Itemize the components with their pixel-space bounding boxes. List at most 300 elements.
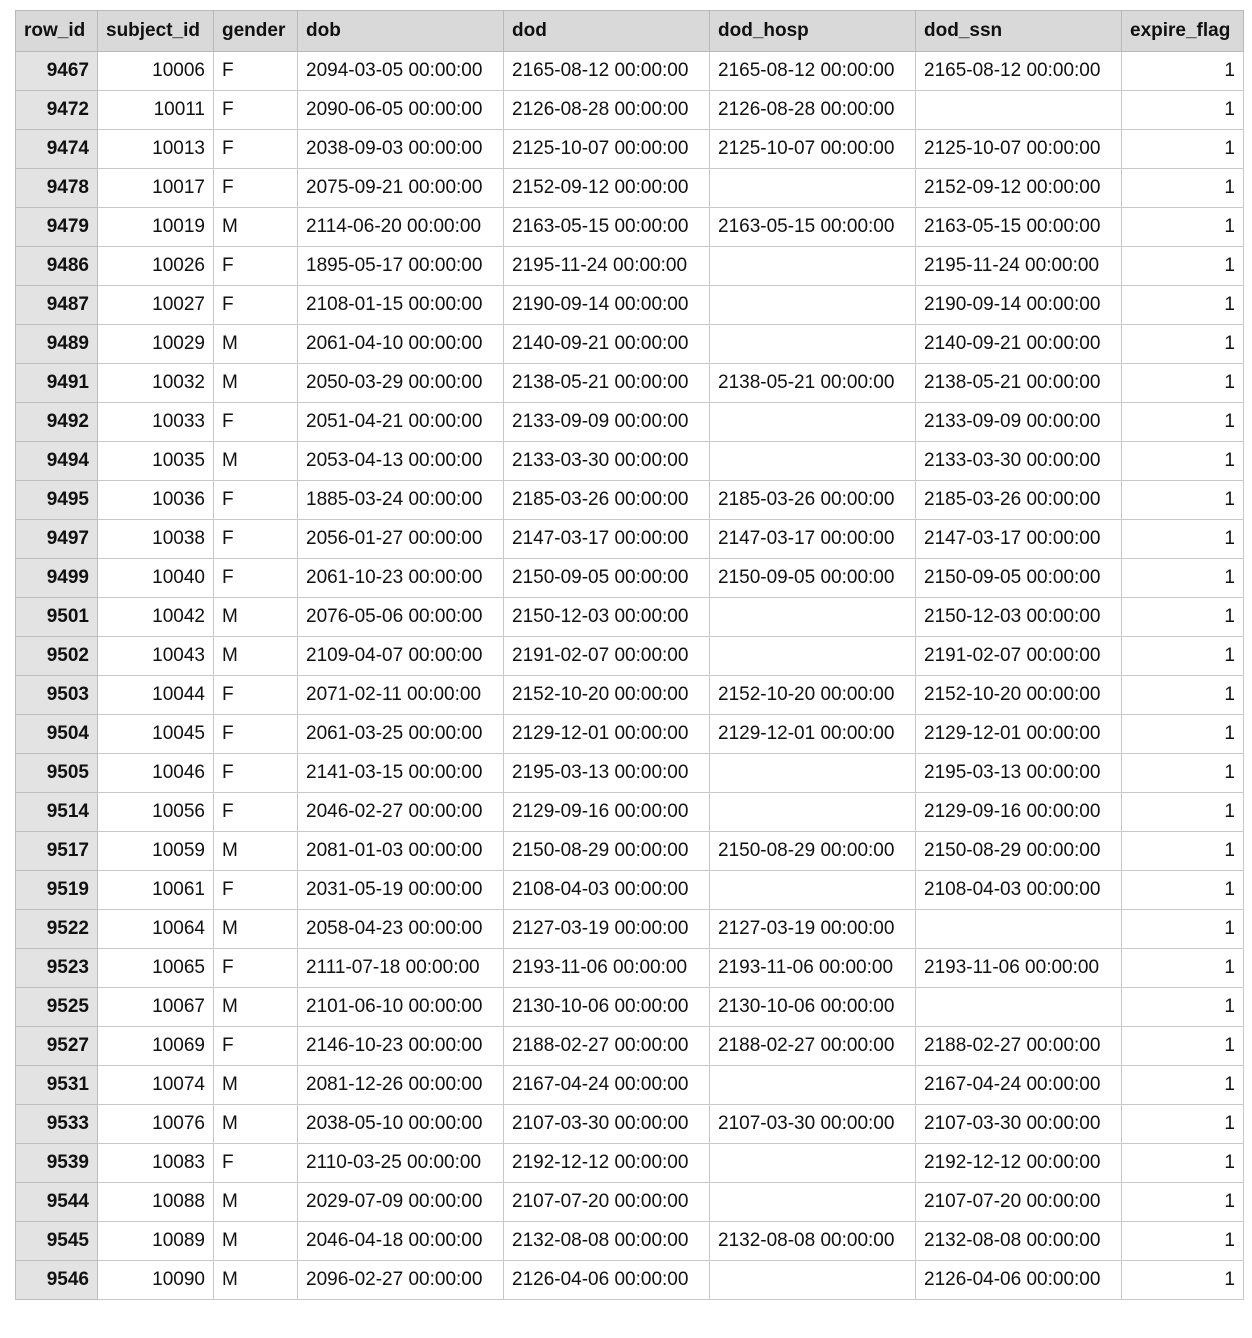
row-id-cell[interactable]: 9492: [16, 403, 98, 442]
expire-flag-cell[interactable]: 1: [1122, 832, 1244, 871]
expire-flag-cell[interactable]: 1: [1122, 364, 1244, 403]
expire-flag-cell[interactable]: 1: [1122, 52, 1244, 91]
gender-cell[interactable]: F: [214, 559, 298, 598]
expire-flag-cell[interactable]: 1: [1122, 1261, 1244, 1300]
dob-cell[interactable]: 1895-05-17 00:00:00: [298, 247, 504, 286]
gender-cell[interactable]: F: [214, 793, 298, 832]
subject-id-cell[interactable]: 10043: [98, 637, 214, 676]
expire-flag-cell[interactable]: 1: [1122, 91, 1244, 130]
gender-cell[interactable]: F: [214, 91, 298, 130]
dob-cell[interactable]: 2058-04-23 00:00:00: [298, 910, 504, 949]
row-id-cell[interactable]: 9527: [16, 1027, 98, 1066]
dod-hosp-cell[interactable]: [710, 1183, 916, 1222]
subject-id-cell[interactable]: 10033: [98, 403, 214, 442]
dod-ssn-cell[interactable]: 2129-12-01 00:00:00: [916, 715, 1122, 754]
expire-flag-cell[interactable]: 1: [1122, 754, 1244, 793]
subject-id-cell[interactable]: 10035: [98, 442, 214, 481]
gender-cell[interactable]: F: [214, 715, 298, 754]
dob-cell[interactable]: 2111-07-18 00:00:00: [298, 949, 504, 988]
row-id-cell[interactable]: 9525: [16, 988, 98, 1027]
dob-cell[interactable]: 2050-03-29 00:00:00: [298, 364, 504, 403]
dod-hosp-cell[interactable]: [710, 403, 916, 442]
subject-id-cell[interactable]: 10088: [98, 1183, 214, 1222]
dod-hosp-cell[interactable]: 2150-08-29 00:00:00: [710, 832, 916, 871]
expire-flag-cell[interactable]: 1: [1122, 286, 1244, 325]
subject-id-cell[interactable]: 10042: [98, 598, 214, 637]
table-header: [16, 11, 1244, 52]
table-row[interactable]: [16, 325, 1244, 364]
gender-cell[interactable]: M: [214, 208, 298, 247]
dod-ssn-cell[interactable]: 2129-09-16 00:00:00: [916, 793, 1122, 832]
dod-hosp-cell[interactable]: 2150-09-05 00:00:00: [710, 559, 916, 598]
dod-hosp-cell[interactable]: 2130-10-06 00:00:00: [710, 988, 916, 1027]
expire-flag-cell[interactable]: 1: [1122, 442, 1244, 481]
row-id-cell[interactable]: 9502: [16, 637, 98, 676]
dod-ssn-cell[interactable]: 2152-10-20 00:00:00: [916, 676, 1122, 715]
row-id-cell[interactable]: 9495: [16, 481, 98, 520]
dod-hosp-cell[interactable]: 2138-05-21 00:00:00: [710, 364, 916, 403]
expire-flag-cell[interactable]: 1: [1122, 1144, 1244, 1183]
column-header-dod-ssn[interactable]: dod_ssn: [916, 11, 1122, 52]
dob-cell[interactable]: 2071-02-11 00:00:00: [298, 676, 504, 715]
expire-flag-cell[interactable]: 1: [1122, 598, 1244, 637]
expire-flag-cell[interactable]: 1: [1122, 676, 1244, 715]
table-row[interactable]: [16, 520, 1244, 559]
gender-cell[interactable]: M: [214, 1066, 298, 1105]
row-id-cell[interactable]: 9474: [16, 130, 98, 169]
expire-flag-cell[interactable]: 1: [1122, 1066, 1244, 1105]
dob-cell[interactable]: 2061-10-23 00:00:00: [298, 559, 504, 598]
gender-cell[interactable]: F: [214, 286, 298, 325]
dob-cell[interactable]: 2094-03-05 00:00:00: [298, 52, 504, 91]
subject-id-cell[interactable]: 10089: [98, 1222, 214, 1261]
data-table: [15, 10, 1244, 1300]
expire-flag-cell[interactable]: 1: [1122, 208, 1244, 247]
table-row[interactable]: [16, 1183, 1244, 1222]
dob-cell[interactable]: 2061-03-25 00:00:00: [298, 715, 504, 754]
gender-cell[interactable]: F: [214, 520, 298, 559]
dod-ssn-cell[interactable]: 2150-12-03 00:00:00: [916, 598, 1122, 637]
table-row[interactable]: [16, 988, 1244, 1027]
table-row[interactable]: [16, 364, 1244, 403]
subject-id-cell[interactable]: 10061: [98, 871, 214, 910]
dod-cell[interactable]: 2150-09-05 00:00:00: [504, 559, 710, 598]
row-id-cell[interactable]: 9479: [16, 208, 98, 247]
row-id-cell[interactable]: 9545: [16, 1222, 98, 1261]
expire-flag-cell[interactable]: 1: [1122, 871, 1244, 910]
table-row[interactable]: [16, 169, 1244, 208]
dod-ssn-cell[interactable]: [916, 91, 1122, 130]
table-row[interactable]: [16, 1105, 1244, 1144]
dod-cell[interactable]: 2129-09-16 00:00:00: [504, 793, 710, 832]
dod-cell[interactable]: 2126-04-06 00:00:00: [504, 1261, 710, 1300]
column-header-subject-id[interactable]: subject_id: [98, 11, 214, 52]
dod-cell[interactable]: 2190-09-14 00:00:00: [504, 286, 710, 325]
gender-cell[interactable]: F: [214, 949, 298, 988]
row-id-cell[interactable]: 9514: [16, 793, 98, 832]
dod-cell[interactable]: 2152-09-12 00:00:00: [504, 169, 710, 208]
row-id-cell[interactable]: 9517: [16, 832, 98, 871]
table-row[interactable]: [16, 52, 1244, 91]
dod-cell[interactable]: 2147-03-17 00:00:00: [504, 520, 710, 559]
table-row[interactable]: [16, 832, 1244, 871]
dob-cell[interactable]: 2051-04-21 00:00:00: [298, 403, 504, 442]
expire-flag-cell[interactable]: 1: [1122, 403, 1244, 442]
gender-cell[interactable]: F: [214, 247, 298, 286]
row-id-cell[interactable]: 9533: [16, 1105, 98, 1144]
gender-cell[interactable]: M: [214, 1183, 298, 1222]
gender-cell[interactable]: M: [214, 832, 298, 871]
dod-cell[interactable]: 2185-03-26 00:00:00: [504, 481, 710, 520]
dod-cell[interactable]: 2188-02-27 00:00:00: [504, 1027, 710, 1066]
dod-ssn-cell[interactable]: 2108-04-03 00:00:00: [916, 871, 1122, 910]
gender-cell[interactable]: M: [214, 325, 298, 364]
dob-cell[interactable]: 2029-07-09 00:00:00: [298, 1183, 504, 1222]
subject-id-cell[interactable]: 10083: [98, 1144, 214, 1183]
dod-ssn-cell[interactable]: 2167-04-24 00:00:00: [916, 1066, 1122, 1105]
dod-hosp-cell[interactable]: 2163-05-15 00:00:00: [710, 208, 916, 247]
subject-id-cell[interactable]: 10064: [98, 910, 214, 949]
dob-cell[interactable]: 2046-02-27 00:00:00: [298, 793, 504, 832]
dod-ssn-cell[interactable]: 2195-03-13 00:00:00: [916, 754, 1122, 793]
table-row[interactable]: [16, 949, 1244, 988]
subject-id-cell[interactable]: 10006: [98, 52, 214, 91]
dob-cell[interactable]: 2038-09-03 00:00:00: [298, 130, 504, 169]
row-id-cell[interactable]: 9501: [16, 598, 98, 637]
dod-ssn-cell[interactable]: 2133-09-09 00:00:00: [916, 403, 1122, 442]
dod-cell[interactable]: 2193-11-06 00:00:00: [504, 949, 710, 988]
gender-cell[interactable]: M: [214, 1105, 298, 1144]
gender-cell[interactable]: F: [214, 1027, 298, 1066]
dod-hosp-cell[interactable]: [710, 442, 916, 481]
table-row[interactable]: [16, 1222, 1244, 1261]
row-id-cell[interactable]: 9546: [16, 1261, 98, 1300]
dod-hosp-cell[interactable]: [710, 754, 916, 793]
subject-id-cell[interactable]: 10074: [98, 1066, 214, 1105]
dod-cell[interactable]: 2163-05-15 00:00:00: [504, 208, 710, 247]
dob-cell[interactable]: 2046-04-18 00:00:00: [298, 1222, 504, 1261]
table-row[interactable]: [16, 637, 1244, 676]
row-id-cell[interactable]: 9489: [16, 325, 98, 364]
row-id-cell[interactable]: 9523: [16, 949, 98, 988]
subject-id-cell[interactable]: 10027: [98, 286, 214, 325]
dod-ssn-cell[interactable]: 2191-02-07 00:00:00: [916, 637, 1122, 676]
table-row[interactable]: [16, 247, 1244, 286]
table-row[interactable]: [16, 1144, 1244, 1183]
dod-cell[interactable]: 2133-03-30 00:00:00: [504, 442, 710, 481]
dod-cell[interactable]: 2127-03-19 00:00:00: [504, 910, 710, 949]
dod-cell[interactable]: 2150-12-03 00:00:00: [504, 598, 710, 637]
dod-cell[interactable]: 2191-02-07 00:00:00: [504, 637, 710, 676]
dod-ssn-cell[interactable]: 2147-03-17 00:00:00: [916, 520, 1122, 559]
row-id-cell[interactable]: 9531: [16, 1066, 98, 1105]
dod-hosp-cell[interactable]: [710, 247, 916, 286]
dod-cell[interactable]: 2108-04-03 00:00:00: [504, 871, 710, 910]
row-id-cell[interactable]: 9497: [16, 520, 98, 559]
dob-cell[interactable]: 2081-01-03 00:00:00: [298, 832, 504, 871]
table-row[interactable]: [16, 286, 1244, 325]
dod-ssn-cell[interactable]: 2150-08-29 00:00:00: [916, 832, 1122, 871]
subject-id-cell[interactable]: 10090: [98, 1261, 214, 1300]
subject-id-cell[interactable]: 10036: [98, 481, 214, 520]
dob-cell[interactable]: 2141-03-15 00:00:00: [298, 754, 504, 793]
table-body: [16, 52, 1244, 1300]
expire-flag-cell[interactable]: 1: [1122, 1183, 1244, 1222]
subject-id-cell[interactable]: 10011: [98, 91, 214, 130]
gender-cell[interactable]: M: [214, 442, 298, 481]
row-id-cell[interactable]: 9522: [16, 910, 98, 949]
table-row[interactable]: [16, 559, 1244, 598]
row-id-cell[interactable]: 9472: [16, 91, 98, 130]
expire-flag-cell[interactable]: 1: [1122, 949, 1244, 988]
table-row[interactable]: [16, 208, 1244, 247]
expire-flag-cell[interactable]: 1: [1122, 247, 1244, 286]
subject-id-cell[interactable]: 10044: [98, 676, 214, 715]
dod-hosp-cell[interactable]: [710, 598, 916, 637]
dob-cell[interactable]: 2075-09-21 00:00:00: [298, 169, 504, 208]
dob-cell[interactable]: 1885-03-24 00:00:00: [298, 481, 504, 520]
row-id-cell[interactable]: 9478: [16, 169, 98, 208]
dod-hosp-cell[interactable]: 2185-03-26 00:00:00: [710, 481, 916, 520]
table-row[interactable]: [16, 403, 1244, 442]
dod-hosp-cell[interactable]: 2165-08-12 00:00:00: [710, 52, 916, 91]
table-row[interactable]: [16, 910, 1244, 949]
dod-ssn-cell[interactable]: 2192-12-12 00:00:00: [916, 1144, 1122, 1183]
dod-hosp-cell[interactable]: [710, 1144, 916, 1183]
dod-cell[interactable]: 2107-07-20 00:00:00: [504, 1183, 710, 1222]
dod-hosp-cell[interactable]: [710, 1261, 916, 1300]
dob-cell[interactable]: 2031-05-19 00:00:00: [298, 871, 504, 910]
row-id-cell[interactable]: 9467: [16, 52, 98, 91]
header-row: [16, 11, 1244, 52]
dob-cell[interactable]: 2146-10-23 00:00:00: [298, 1027, 504, 1066]
dod-hosp-cell[interactable]: 2152-10-20 00:00:00: [710, 676, 916, 715]
table-row[interactable]: [16, 1027, 1244, 1066]
table-row[interactable]: [16, 91, 1244, 130]
dob-cell[interactable]: 2056-01-27 00:00:00: [298, 520, 504, 559]
dob-cell[interactable]: 2053-04-13 00:00:00: [298, 442, 504, 481]
column-header-expire-flag[interactable]: expire_flag: [1122, 11, 1244, 52]
row-id-cell[interactable]: 9499: [16, 559, 98, 598]
table-row[interactable]: [16, 1261, 1244, 1300]
dod-cell[interactable]: 2138-05-21 00:00:00: [504, 364, 710, 403]
row-id-cell[interactable]: 9491: [16, 364, 98, 403]
subject-id-cell[interactable]: 10038: [98, 520, 214, 559]
subject-id-cell[interactable]: 10067: [98, 988, 214, 1027]
dod-cell[interactable]: 2107-03-30 00:00:00: [504, 1105, 710, 1144]
dob-cell[interactable]: 2038-05-10 00:00:00: [298, 1105, 504, 1144]
expire-flag-cell[interactable]: 1: [1122, 169, 1244, 208]
row-id-cell[interactable]: 9486: [16, 247, 98, 286]
expire-flag-cell[interactable]: 1: [1122, 715, 1244, 754]
expire-flag-cell[interactable]: 1: [1122, 481, 1244, 520]
table-row[interactable]: [16, 793, 1244, 832]
dod-cell[interactable]: 2195-03-13 00:00:00: [504, 754, 710, 793]
row-id-cell[interactable]: 9494: [16, 442, 98, 481]
dod-hosp-cell[interactable]: 2129-12-01 00:00:00: [710, 715, 916, 754]
column-header-dob[interactable]: dob: [298, 11, 504, 52]
gender-cell[interactable]: F: [214, 169, 298, 208]
table-row[interactable]: [16, 715, 1244, 754]
gender-cell[interactable]: F: [214, 1144, 298, 1183]
gender-cell[interactable]: F: [214, 481, 298, 520]
dod-hosp-cell[interactable]: 2107-03-30 00:00:00: [710, 1105, 916, 1144]
dod-cell[interactable]: 2129-12-01 00:00:00: [504, 715, 710, 754]
dod-cell[interactable]: 2125-10-07 00:00:00: [504, 130, 710, 169]
dod-ssn-cell[interactable]: 2190-09-14 00:00:00: [916, 286, 1122, 325]
dod-ssn-cell[interactable]: 2133-03-30 00:00:00: [916, 442, 1122, 481]
column-header-gender[interactable]: gender: [214, 11, 298, 52]
dod-ssn-cell[interactable]: 2195-11-24 00:00:00: [916, 247, 1122, 286]
dod-cell[interactable]: 2165-08-12 00:00:00: [504, 52, 710, 91]
dob-cell[interactable]: 2061-04-10 00:00:00: [298, 325, 504, 364]
expire-flag-cell[interactable]: 1: [1122, 637, 1244, 676]
row-id-cell[interactable]: 9503: [16, 676, 98, 715]
dod-ssn-cell[interactable]: [916, 910, 1122, 949]
expire-flag-cell[interactable]: 1: [1122, 988, 1244, 1027]
gender-cell[interactable]: M: [214, 988, 298, 1027]
row-id-cell[interactable]: 9519: [16, 871, 98, 910]
dod-ssn-cell[interactable]: 2152-09-12 00:00:00: [916, 169, 1122, 208]
subject-id-cell[interactable]: 10065: [98, 949, 214, 988]
subject-id-cell[interactable]: 10019: [98, 208, 214, 247]
dod-hosp-cell[interactable]: 2126-08-28 00:00:00: [710, 91, 916, 130]
gender-cell[interactable]: M: [214, 1222, 298, 1261]
dod-cell[interactable]: 2167-04-24 00:00:00: [504, 1066, 710, 1105]
dod-cell[interactable]: 2130-10-06 00:00:00: [504, 988, 710, 1027]
dod-ssn-cell[interactable]: 2107-03-30 00:00:00: [916, 1105, 1122, 1144]
dod-hosp-cell[interactable]: 2132-08-08 00:00:00: [710, 1222, 916, 1261]
dod-ssn-cell[interactable]: [916, 988, 1122, 1027]
dod-ssn-cell[interactable]: 2140-09-21 00:00:00: [916, 325, 1122, 364]
gender-cell[interactable]: M: [214, 1261, 298, 1300]
column-header-row-id[interactable]: row_id: [16, 11, 98, 52]
dod-hosp-cell[interactable]: 2147-03-17 00:00:00: [710, 520, 916, 559]
gender-cell[interactable]: M: [214, 910, 298, 949]
dod-hosp-cell[interactable]: 2188-02-27 00:00:00: [710, 1027, 916, 1066]
dod-ssn-cell[interactable]: 2125-10-07 00:00:00: [916, 130, 1122, 169]
dod-ssn-cell[interactable]: 2165-08-12 00:00:00: [916, 52, 1122, 91]
dod-cell[interactable]: 2192-12-12 00:00:00: [504, 1144, 710, 1183]
dod-cell[interactable]: 2140-09-21 00:00:00: [504, 325, 710, 364]
subject-id-cell[interactable]: 10026: [98, 247, 214, 286]
dod-ssn-cell[interactable]: 2138-05-21 00:00:00: [916, 364, 1122, 403]
dod-cell[interactable]: 2150-08-29 00:00:00: [504, 832, 710, 871]
column-header-dod[interactable]: dod: [504, 11, 710, 52]
gender-cell[interactable]: M: [214, 364, 298, 403]
dod-hosp-cell[interactable]: [710, 286, 916, 325]
dod-ssn-cell[interactable]: 2188-02-27 00:00:00: [916, 1027, 1122, 1066]
row-id-cell[interactable]: 9539: [16, 1144, 98, 1183]
dob-cell[interactable]: 2076-05-06 00:00:00: [298, 598, 504, 637]
table-row[interactable]: [16, 442, 1244, 481]
gender-cell[interactable]: M: [214, 598, 298, 637]
table-row[interactable]: [16, 754, 1244, 793]
dod-cell[interactable]: 2126-08-28 00:00:00: [504, 91, 710, 130]
dod-ssn-cell[interactable]: 2150-09-05 00:00:00: [916, 559, 1122, 598]
dod-ssn-cell[interactable]: 2126-04-06 00:00:00: [916, 1261, 1122, 1300]
dod-hosp-cell[interactable]: [710, 871, 916, 910]
row-id-cell[interactable]: 9487: [16, 286, 98, 325]
row-id-cell[interactable]: 9504: [16, 715, 98, 754]
expire-flag-cell[interactable]: 1: [1122, 325, 1244, 364]
subject-id-cell[interactable]: 10056: [98, 793, 214, 832]
gender-cell[interactable]: F: [214, 403, 298, 442]
subject-id-cell[interactable]: 10029: [98, 325, 214, 364]
dod-cell[interactable]: 2133-09-09 00:00:00: [504, 403, 710, 442]
dob-cell[interactable]: 2101-06-10 00:00:00: [298, 988, 504, 1027]
dod-cell[interactable]: 2132-08-08 00:00:00: [504, 1222, 710, 1261]
dob-cell[interactable]: 2110-03-25 00:00:00: [298, 1144, 504, 1183]
table-row[interactable]: [16, 676, 1244, 715]
gender-cell[interactable]: F: [214, 754, 298, 793]
dod-cell[interactable]: 2152-10-20 00:00:00: [504, 676, 710, 715]
dod-ssn-cell[interactable]: 2193-11-06 00:00:00: [916, 949, 1122, 988]
expire-flag-cell[interactable]: 1: [1122, 910, 1244, 949]
row-id-cell[interactable]: 9505: [16, 754, 98, 793]
subject-id-cell[interactable]: 10076: [98, 1105, 214, 1144]
subject-id-cell[interactable]: 10059: [98, 832, 214, 871]
expire-flag-cell[interactable]: 1: [1122, 1027, 1244, 1066]
subject-id-cell[interactable]: 10032: [98, 364, 214, 403]
dod-hosp-cell[interactable]: 2127-03-19 00:00:00: [710, 910, 916, 949]
dod-ssn-cell[interactable]: 2163-05-15 00:00:00: [916, 208, 1122, 247]
expire-flag-cell[interactable]: 1: [1122, 520, 1244, 559]
dod-hosp-cell[interactable]: 2125-10-07 00:00:00: [710, 130, 916, 169]
expire-flag-cell[interactable]: 1: [1122, 793, 1244, 832]
column-header-dod-hosp[interactable]: dod_hosp: [710, 11, 916, 52]
expire-flag-cell[interactable]: 1: [1122, 559, 1244, 598]
dod-hosp-cell[interactable]: [710, 637, 916, 676]
subject-id-cell[interactable]: 10069: [98, 1027, 214, 1066]
dod-ssn-cell[interactable]: 2185-03-26 00:00:00: [916, 481, 1122, 520]
gender-cell[interactable]: F: [214, 130, 298, 169]
dod-cell[interactable]: 2195-11-24 00:00:00: [504, 247, 710, 286]
dob-cell[interactable]: 2081-12-26 00:00:00: [298, 1066, 504, 1105]
dod-ssn-cell[interactable]: 2132-08-08 00:00:00: [916, 1222, 1122, 1261]
dob-cell[interactable]: 2108-01-15 00:00:00: [298, 286, 504, 325]
dob-cell[interactable]: 2090-06-05 00:00:00: [298, 91, 504, 130]
expire-flag-cell[interactable]: 1: [1122, 1222, 1244, 1261]
subject-id-cell[interactable]: 10013: [98, 130, 214, 169]
row-id-cell[interactable]: 9544: [16, 1183, 98, 1222]
dob-cell[interactable]: 2109-04-07 00:00:00: [298, 637, 504, 676]
dod-hosp-cell[interactable]: [710, 793, 916, 832]
dod-hosp-cell[interactable]: [710, 325, 916, 364]
dob-cell[interactable]: 2114-06-20 00:00:00: [298, 208, 504, 247]
subject-id-cell[interactable]: 10045: [98, 715, 214, 754]
subject-id-cell[interactable]: 10017: [98, 169, 214, 208]
table-row[interactable]: [16, 1066, 1244, 1105]
dod-hosp-cell[interactable]: 2193-11-06 00:00:00: [710, 949, 916, 988]
gender-cell[interactable]: F: [214, 52, 298, 91]
subject-id-cell[interactable]: 10040: [98, 559, 214, 598]
table-row[interactable]: [16, 598, 1244, 637]
dod-ssn-cell[interactable]: 2107-07-20 00:00:00: [916, 1183, 1122, 1222]
table-row[interactable]: [16, 481, 1244, 520]
expire-flag-cell[interactable]: 1: [1122, 130, 1244, 169]
expire-flag-cell[interactable]: 1: [1122, 1105, 1244, 1144]
subject-id-cell[interactable]: 10046: [98, 754, 214, 793]
table-row[interactable]: [16, 130, 1244, 169]
dob-cell[interactable]: 2096-02-27 00:00:00: [298, 1261, 504, 1300]
dod-hosp-cell[interactable]: [710, 169, 916, 208]
gender-cell[interactable]: M: [214, 637, 298, 676]
gender-cell[interactable]: F: [214, 676, 298, 715]
gender-cell[interactable]: F: [214, 871, 298, 910]
table-row[interactable]: [16, 871, 1244, 910]
dod-hosp-cell[interactable]: [710, 1066, 916, 1105]
